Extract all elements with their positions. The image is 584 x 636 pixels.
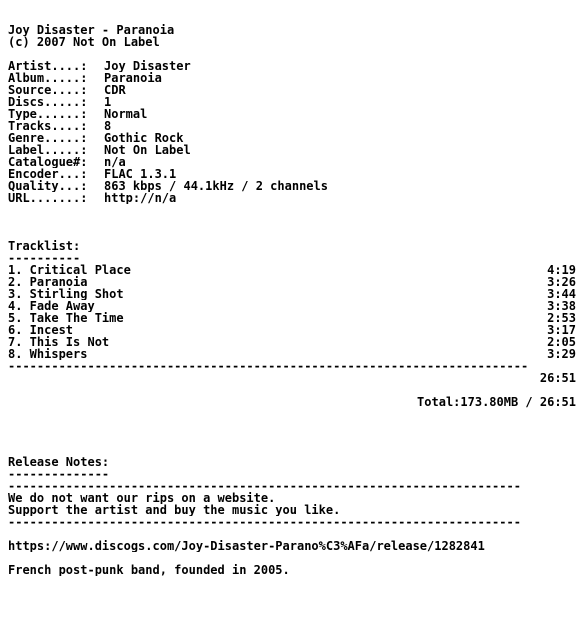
info-row-quality [8,180,576,192]
track-row [8,312,576,324]
band-description: French post-punk band, founded in 2005. [8,564,290,576]
info-row-type [8,108,576,120]
info-value: 863 kbps / 44.1kHz / 2 channels [104,180,328,192]
track-duration: 3:38 [547,300,576,312]
track-title: 3. Stirling Shot [8,288,124,300]
release-info-document [8,24,576,576]
spacer [8,432,576,444]
spacer [8,204,576,216]
info-key: Quality...: [8,180,95,192]
info-row-album [8,72,576,84]
spacer [8,384,576,396]
track-row [8,324,576,336]
info-value: FLAC 1.3.1 [104,168,177,180]
info-key: Label.....: [8,144,95,156]
info-key: Genre.....: [8,132,95,144]
track-duration: 3:44 [547,288,576,300]
info-value: Normal [104,108,148,120]
info-value: Gothic Rock [104,132,184,144]
release-notes-heading: Release Notes: [8,456,110,468]
info-row-genre [8,132,576,144]
release-note-line: We do not want our rips on a website. [8,492,276,504]
info-value: Not On Label [104,144,191,156]
track-title: 7. This Is Not [8,336,110,348]
info-key: Encoder...: [8,168,95,180]
info-key: URL.......: [8,192,95,204]
spacer [8,408,576,420]
info-row-discs [8,96,576,108]
track-row [8,288,576,300]
info-row-label [8,144,576,156]
info-table [8,60,576,204]
spacer [8,444,576,456]
spacer [8,228,576,240]
track-duration: 2:05 [547,336,576,348]
info-value: CDR [104,84,126,96]
info-value: 1 [104,96,112,108]
total-size-duration: Total:173.80MB / 26:51 [417,396,576,408]
info-key: Artist....: [8,60,95,72]
info-key: Tracks....: [8,120,95,132]
release-notes-underline: -------------- [8,468,110,480]
track-duration: 3:26 [547,276,576,288]
info-row-source [8,84,576,96]
track-title: 1. Critical Place [8,264,131,276]
total-duration: 26:51 [539,372,576,384]
release-note-line: Support the artist and buy the music you like. [8,504,341,516]
info-key: Source....: [8,84,95,96]
track-duration: 4:19 [547,264,576,276]
track-row [8,348,576,360]
track-title: 8. Whispers [8,348,88,360]
release-notes-rule-top: ----------------------------------------------------------------------- [8,480,521,492]
track-title: 5. Take The Time [8,312,124,324]
track-title: 2. Paranoia [8,276,88,288]
info-row-encoder [8,168,576,180]
release-notes-rule-bottom: ----------------------------------------------------------------------- [8,516,521,528]
info-value: n/a [104,156,126,168]
info-key: Catalogue#: [8,156,95,168]
info-value: 8 [104,120,112,132]
track-duration: 3:29 [547,348,576,360]
info-key: Discs.....: [8,96,95,108]
track-title: 6. Incest [8,324,74,336]
release-copyright: (c) 2007 Not On Label [8,36,160,48]
info-value: http://n/a [104,192,177,204]
tracklist-heading: Tracklist: [8,240,81,252]
info-row-tracks [8,120,576,132]
track-row [8,300,576,312]
info-key: Type......: [8,108,95,120]
info-row-catalogue [8,156,576,168]
track-title: 4. Fade Away [8,300,95,312]
track-row [8,264,576,276]
info-row-artist [8,60,576,72]
spacer [8,552,576,564]
info-row-url [8,192,576,204]
spacer [8,420,576,432]
tracklist [8,264,576,360]
track-duration: 2:53 [547,312,576,324]
track-duration: 3:17 [547,324,576,336]
tracklist-divider: ------------------------------------------------------------------------ [8,360,529,372]
discogs-link: https://www.discogs.com/Joy-Disaster-Parano%C3%AFa/release/1282841 [8,540,485,552]
spacer [8,528,576,540]
track-row [8,276,576,288]
info-key: Album.....: [8,72,95,84]
spacer [8,216,576,228]
track-row [8,336,576,348]
tracklist-underline: ---------- [8,252,81,264]
info-value: Paranoia [104,72,162,84]
release-title: Joy Disaster - Paranoia [8,24,175,36]
spacer [8,48,576,60]
info-value: Joy Disaster [104,60,191,72]
